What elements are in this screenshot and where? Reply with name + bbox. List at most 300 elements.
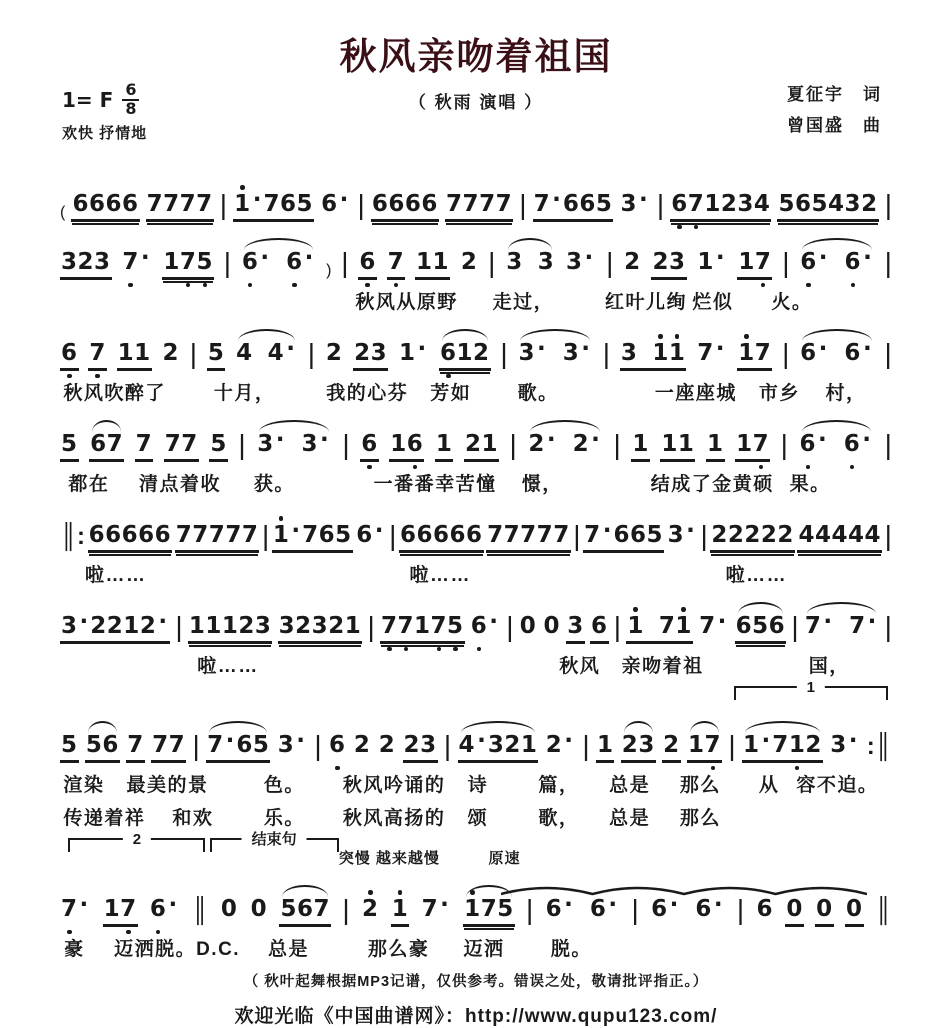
note-digit-wrap xyxy=(738,251,755,274)
note-digit: 6 xyxy=(579,191,596,217)
note-group xyxy=(626,615,693,644)
augmentation-dot: · xyxy=(715,245,725,271)
augmentation-dot: · xyxy=(581,336,590,362)
lyric-word: 诗 xyxy=(467,775,489,796)
note-digit: 7 xyxy=(241,522,259,548)
octave-dot-high xyxy=(398,890,403,895)
note-digit: 6 xyxy=(800,249,817,275)
lyrics-row xyxy=(60,769,892,796)
lyric-word: 芳如 xyxy=(430,383,472,404)
slur-wavy xyxy=(501,882,867,896)
note-digit: 7 xyxy=(181,431,198,457)
note-digit: 5 xyxy=(196,249,213,275)
note-group xyxy=(650,892,726,927)
volta-bracket xyxy=(68,831,205,852)
note-digit: 6 xyxy=(121,522,139,548)
augmentation-dot: · xyxy=(669,892,679,918)
note-digit: 7 xyxy=(553,522,570,548)
note-digit-wrap xyxy=(388,251,405,274)
note-group xyxy=(235,336,298,371)
note-group xyxy=(785,898,804,927)
note-digit-wrap xyxy=(359,251,376,274)
augmentation-dot: · xyxy=(564,728,573,754)
note-digit: 7 xyxy=(687,191,705,217)
note-digit-wrap xyxy=(72,193,89,216)
note-digit-wrap xyxy=(405,193,422,216)
note-digit-wrap xyxy=(421,193,438,216)
octave-dot-high xyxy=(681,607,686,612)
barline: | xyxy=(782,338,790,369)
note-digit-wrap xyxy=(753,433,770,456)
augmentation-dot: · xyxy=(867,609,877,635)
lyric-word: 获。 xyxy=(253,474,295,495)
note-digit: 1 xyxy=(103,896,121,922)
note-digit-wrap xyxy=(89,342,106,365)
lyrics-row xyxy=(60,650,892,677)
note-digit-wrap xyxy=(844,433,861,456)
note-digit-wrap xyxy=(61,898,78,921)
note-digit: 1 xyxy=(123,613,140,639)
note-digit: 6 xyxy=(138,522,155,548)
note-digit: 3 xyxy=(257,431,274,457)
note-digit: 7 xyxy=(397,613,414,639)
augmentation-dot: · xyxy=(320,427,329,453)
augmentation-dot: · xyxy=(140,245,150,271)
barline: | xyxy=(175,611,183,642)
note-digit: 7 xyxy=(387,249,405,275)
note-digit: 1 xyxy=(435,431,453,457)
note-digit: 1 xyxy=(707,431,724,457)
note-digit-wrap xyxy=(778,193,795,216)
lyrics-row xyxy=(60,559,892,586)
barline: | xyxy=(884,429,892,460)
note-digit-wrap xyxy=(754,193,771,216)
note-digit-wrap xyxy=(622,734,639,757)
note-digit: 7 xyxy=(313,896,331,922)
note-digit: 5 xyxy=(61,732,78,758)
note-digit: 3 xyxy=(61,249,78,275)
note-digit: 7 xyxy=(192,522,209,548)
note-digit-wrap xyxy=(738,342,755,365)
note-digit-wrap xyxy=(769,615,786,638)
augmentation-dot: · xyxy=(286,336,295,362)
note-digit: 2 xyxy=(378,732,396,758)
lyric-word: 村， xyxy=(825,383,867,404)
note-group xyxy=(623,251,642,280)
note-digit-wrap xyxy=(632,433,649,456)
note-digit-wrap xyxy=(89,193,106,216)
barline: | xyxy=(736,894,745,925)
note-group xyxy=(737,342,772,371)
note-digit: 5 xyxy=(207,340,225,366)
note-digit: 7 xyxy=(752,431,770,457)
notation-row xyxy=(60,176,892,222)
note-digit-wrap xyxy=(361,433,378,456)
note-digit: 6 xyxy=(844,340,861,366)
note-digit-wrap xyxy=(176,524,193,547)
note-digit: 7 xyxy=(380,613,398,639)
note-digit-wrap xyxy=(563,342,580,365)
note-digit-wrap xyxy=(845,251,862,274)
note-digit: 1 xyxy=(596,732,614,758)
note-group xyxy=(360,433,379,462)
note-digit: 2 xyxy=(760,522,778,548)
barline: | xyxy=(189,338,198,369)
note-digit: 1 xyxy=(627,613,644,639)
note-group xyxy=(162,251,214,280)
note-digit: 5 xyxy=(811,191,829,217)
note-digit: 6 xyxy=(545,896,563,922)
lyric-word: 秋风从原野 xyxy=(355,292,458,313)
music-system-6 xyxy=(60,598,892,677)
octave-dot-high xyxy=(744,334,749,339)
note-digit: 6 xyxy=(695,896,712,922)
note-digit: 2 xyxy=(621,732,639,758)
note-digit: 7 xyxy=(697,340,714,366)
note-digit: 5 xyxy=(595,191,613,217)
note-digit: 6 xyxy=(361,431,378,457)
note-digit: 1 xyxy=(688,732,705,758)
lyric-word: 从 xyxy=(758,775,780,796)
note-digit: 6 xyxy=(102,732,119,758)
note-digit: 0 xyxy=(845,896,863,922)
note-digit-wrap xyxy=(122,524,139,547)
note-digit-wrap xyxy=(721,193,738,216)
note-digit-wrap xyxy=(450,524,467,547)
note-group xyxy=(279,898,331,927)
augmentation-dot: · xyxy=(417,336,427,362)
volta-label: 2 xyxy=(123,831,151,849)
note-digit-wrap xyxy=(659,615,676,638)
note-digit: 2 xyxy=(77,249,95,275)
note-digit: 7 xyxy=(479,191,496,217)
augmentation-dot: · xyxy=(291,518,301,544)
augmentation-dot: · xyxy=(686,518,695,544)
augmentation-dot: · xyxy=(79,892,89,918)
note-digit-wrap xyxy=(196,193,213,216)
note-digit: 2 xyxy=(460,249,478,275)
note-group xyxy=(583,518,664,553)
note-digit: 1 xyxy=(738,249,755,275)
note-digit: 7 xyxy=(120,896,137,922)
note-digit: 6 xyxy=(404,191,422,217)
augmentation-dot: · xyxy=(158,609,168,635)
note-digit-wrap xyxy=(107,433,124,456)
score xyxy=(60,176,892,960)
notation-row xyxy=(60,717,892,763)
lyric-word: 秋风吟诵的 xyxy=(342,775,446,796)
barline: | xyxy=(884,338,892,369)
note-digit: 3 xyxy=(277,732,295,758)
note-group xyxy=(207,342,226,371)
lyric-word: 颂 xyxy=(467,808,489,829)
note-digit-wrap xyxy=(506,251,523,274)
note-digit-wrap xyxy=(591,615,608,638)
note-digit: 6 xyxy=(651,896,668,922)
note-digit-wrap xyxy=(544,615,561,638)
note-digit-wrap xyxy=(152,734,169,757)
note-digit: 6 xyxy=(359,249,376,275)
note-digit-wrap xyxy=(752,615,769,638)
note-digit-wrap xyxy=(479,193,496,216)
note-digit: 6 xyxy=(799,431,817,457)
note-digit-wrap xyxy=(446,193,463,216)
notation-row xyxy=(60,507,892,553)
music-system-8 xyxy=(60,831,892,960)
note-digit-wrap xyxy=(314,898,331,921)
note-group xyxy=(445,193,513,222)
barline: | xyxy=(509,429,517,460)
lyric-word: 啦…… xyxy=(84,565,147,586)
note-digit-wrap xyxy=(296,193,313,216)
note-digit: 7 xyxy=(503,522,521,548)
note-digit: 2 xyxy=(572,431,590,457)
note-digit-wrap xyxy=(534,193,551,216)
note-digit: 1 xyxy=(456,340,474,366)
note-digit: 2 xyxy=(720,191,738,217)
note-digit-wrap xyxy=(273,524,290,547)
note-digit: 1 xyxy=(415,249,433,275)
barline: | xyxy=(261,520,270,551)
lyric-word: 一番番幸苦憧 xyxy=(373,474,497,495)
note-group xyxy=(151,734,186,763)
note-digit: 1 xyxy=(743,732,760,758)
note-digit-wrap xyxy=(466,524,483,547)
augmentation-dot: · xyxy=(374,518,384,544)
note-digit: 2 xyxy=(744,522,761,548)
augmentation-dot: · xyxy=(715,336,725,362)
note-digit: 7 xyxy=(135,431,153,457)
note-digit-wrap xyxy=(638,734,655,757)
note-digit-wrap xyxy=(123,615,140,638)
note-group xyxy=(277,728,308,763)
note-digit: 7 xyxy=(263,191,280,217)
lyric-word: 秋风高扬的 xyxy=(342,808,446,829)
note-digit-wrap xyxy=(848,524,865,547)
note-digit-wrap xyxy=(671,193,688,216)
augmentation-dot: · xyxy=(440,892,449,918)
augmentation-dot: · xyxy=(848,728,858,754)
note-digit-wrap xyxy=(122,193,139,216)
note-digit-wrap xyxy=(504,524,521,547)
note-group xyxy=(355,518,386,553)
note-digit: 5 xyxy=(752,613,769,639)
note-digit-wrap xyxy=(302,433,319,456)
note-digit: 6 xyxy=(297,896,314,922)
note-digit: 6 xyxy=(671,191,688,217)
note-group xyxy=(353,342,388,371)
note-digit: 2 xyxy=(90,613,107,639)
note-digit-wrap xyxy=(61,342,78,365)
note-group xyxy=(742,728,823,763)
note-digit-wrap xyxy=(61,433,78,456)
note-digit-wrap xyxy=(497,898,514,921)
lyric-word: 那么 xyxy=(679,808,721,829)
note-digit: 7 xyxy=(772,732,789,758)
barline: | xyxy=(582,730,590,761)
lyric-word: 容不迫。 xyxy=(796,775,879,796)
note-digit-wrap xyxy=(663,734,680,757)
note-digit-wrap xyxy=(105,524,122,547)
augmentation-dot: · xyxy=(304,245,314,271)
note-digit: 1 xyxy=(464,896,481,922)
credits xyxy=(787,80,882,141)
note-digit-wrap xyxy=(789,734,806,757)
note-digit: 5 xyxy=(210,431,227,457)
note-digit: 7 xyxy=(446,191,463,217)
note-digit-wrap xyxy=(705,734,722,757)
note-digit: 2 xyxy=(353,732,371,758)
note-digit-wrap xyxy=(268,342,285,365)
note-group xyxy=(60,609,170,644)
note-digit: 6 xyxy=(88,522,106,548)
octave-dot-high xyxy=(279,516,284,521)
note-digit-wrap xyxy=(328,615,345,638)
note-digit-wrap xyxy=(573,433,590,456)
note-group xyxy=(175,524,260,553)
barline: | xyxy=(307,338,316,369)
note-digit: 7 xyxy=(225,522,242,548)
barline: | xyxy=(631,894,639,925)
note-digit: 4 xyxy=(798,522,815,548)
lyric-word: 篇， xyxy=(538,775,580,796)
note-digit-wrap xyxy=(830,734,847,757)
lyric-word: 我的心芬 xyxy=(326,383,409,404)
note-digit: 1 xyxy=(117,340,135,366)
music-system-7 xyxy=(60,679,892,829)
note-group xyxy=(415,251,450,280)
note-digit-wrap xyxy=(457,342,474,365)
note-digit: 3 xyxy=(254,613,272,639)
note-digit: 3 xyxy=(620,340,638,366)
note-group xyxy=(250,898,269,927)
note-digit: 2 xyxy=(238,613,255,639)
note-digit: 6 xyxy=(735,613,753,639)
note-group xyxy=(815,898,834,927)
note-group xyxy=(799,336,875,371)
note-digit: 1 xyxy=(205,613,222,639)
note-digit-wrap xyxy=(234,193,251,216)
note-digit: 5 xyxy=(646,522,663,548)
note-digit-wrap xyxy=(416,251,433,274)
note-group xyxy=(328,734,347,763)
note-group xyxy=(631,433,650,462)
note-group xyxy=(60,892,91,927)
octave-dot-high xyxy=(240,185,245,190)
meter-lower: 8 xyxy=(125,98,137,118)
note-digit: 4 xyxy=(864,522,882,548)
note-digit-wrap xyxy=(471,615,488,638)
note-digit: 7 xyxy=(196,191,213,217)
lyric-word: 最美的景 xyxy=(126,775,209,796)
note-group xyxy=(389,433,424,462)
note-digit: 1 xyxy=(398,340,416,366)
time-signature xyxy=(122,82,139,118)
tempo-annotation: 突慢 越来越慢 xyxy=(338,850,440,867)
double-barline: ║ xyxy=(874,897,892,924)
barline: | xyxy=(606,247,614,278)
note-group xyxy=(164,433,199,462)
lyric-word: 那么 xyxy=(679,775,721,796)
volta-bracket xyxy=(734,679,888,700)
note-digit: 2 xyxy=(361,896,379,922)
note-group xyxy=(71,193,139,222)
note-digit: 6 xyxy=(321,191,338,217)
note-group xyxy=(188,615,273,644)
note-group xyxy=(135,433,154,462)
note-digit: 1 xyxy=(675,613,692,639)
note-digit: 1 xyxy=(344,613,362,639)
note-group xyxy=(149,892,180,927)
note-group xyxy=(126,734,145,763)
note-digit-wrap xyxy=(400,524,417,547)
note-digit-wrap xyxy=(263,193,280,216)
note-digit-wrap xyxy=(621,342,638,365)
note-group xyxy=(797,524,882,553)
note-digit-wrap xyxy=(566,251,583,274)
note-digit: 1 xyxy=(788,732,806,758)
note-digit-wrap xyxy=(563,193,580,216)
note-group xyxy=(458,728,539,763)
note-digit: 2 xyxy=(861,191,878,217)
note-digit-wrap xyxy=(678,433,695,456)
note-digit-wrap xyxy=(90,615,107,638)
note-digit: 1 xyxy=(668,340,686,366)
note-group xyxy=(206,728,270,763)
note-digit-wrap xyxy=(397,615,414,638)
note-digit: 2 xyxy=(295,613,312,639)
note-digit: 6 xyxy=(449,522,467,548)
note-group xyxy=(60,342,79,371)
barline: | xyxy=(884,520,892,551)
note-digit: 2 xyxy=(528,431,545,457)
note-digit: 2 xyxy=(504,732,521,758)
note-digit-wrap xyxy=(798,524,815,547)
note-digit: 2 xyxy=(139,613,157,639)
augmentation-dot: · xyxy=(79,609,89,635)
note-digit-wrap xyxy=(102,734,119,757)
note-digit-wrap xyxy=(461,251,478,274)
barline: | xyxy=(488,247,496,278)
note-group xyxy=(621,734,656,763)
lyric-word: 总是 xyxy=(268,939,310,960)
note-digit-wrap xyxy=(221,898,238,921)
note-group xyxy=(353,734,372,763)
augmentation-dot: · xyxy=(225,728,235,754)
note-digit-wrap xyxy=(546,898,563,921)
note-group xyxy=(651,251,686,280)
note-digit-wrap xyxy=(777,524,794,547)
performer-subtitle: （ 秋雨 演唱 ） xyxy=(408,93,544,112)
note-digit-wrap xyxy=(138,524,155,547)
augmentation-dot: · xyxy=(591,427,600,453)
note-digit-wrap xyxy=(520,615,537,638)
note-group xyxy=(545,892,621,927)
note-digit-wrap xyxy=(597,734,614,757)
page-title: 秋风亲吻着祖国 xyxy=(339,36,613,77)
note-group xyxy=(710,524,795,553)
barline: | xyxy=(884,189,892,220)
note-digit: 1 xyxy=(221,613,239,639)
note-digit-wrap xyxy=(78,251,95,274)
note-digit-wrap xyxy=(392,898,409,921)
note-digit: 3 xyxy=(562,340,580,366)
note-digit-wrap xyxy=(646,524,663,547)
augmentation-dot: · xyxy=(260,245,270,271)
note-group xyxy=(533,187,614,222)
note-group xyxy=(590,615,609,644)
note-digit-wrap xyxy=(416,524,433,547)
